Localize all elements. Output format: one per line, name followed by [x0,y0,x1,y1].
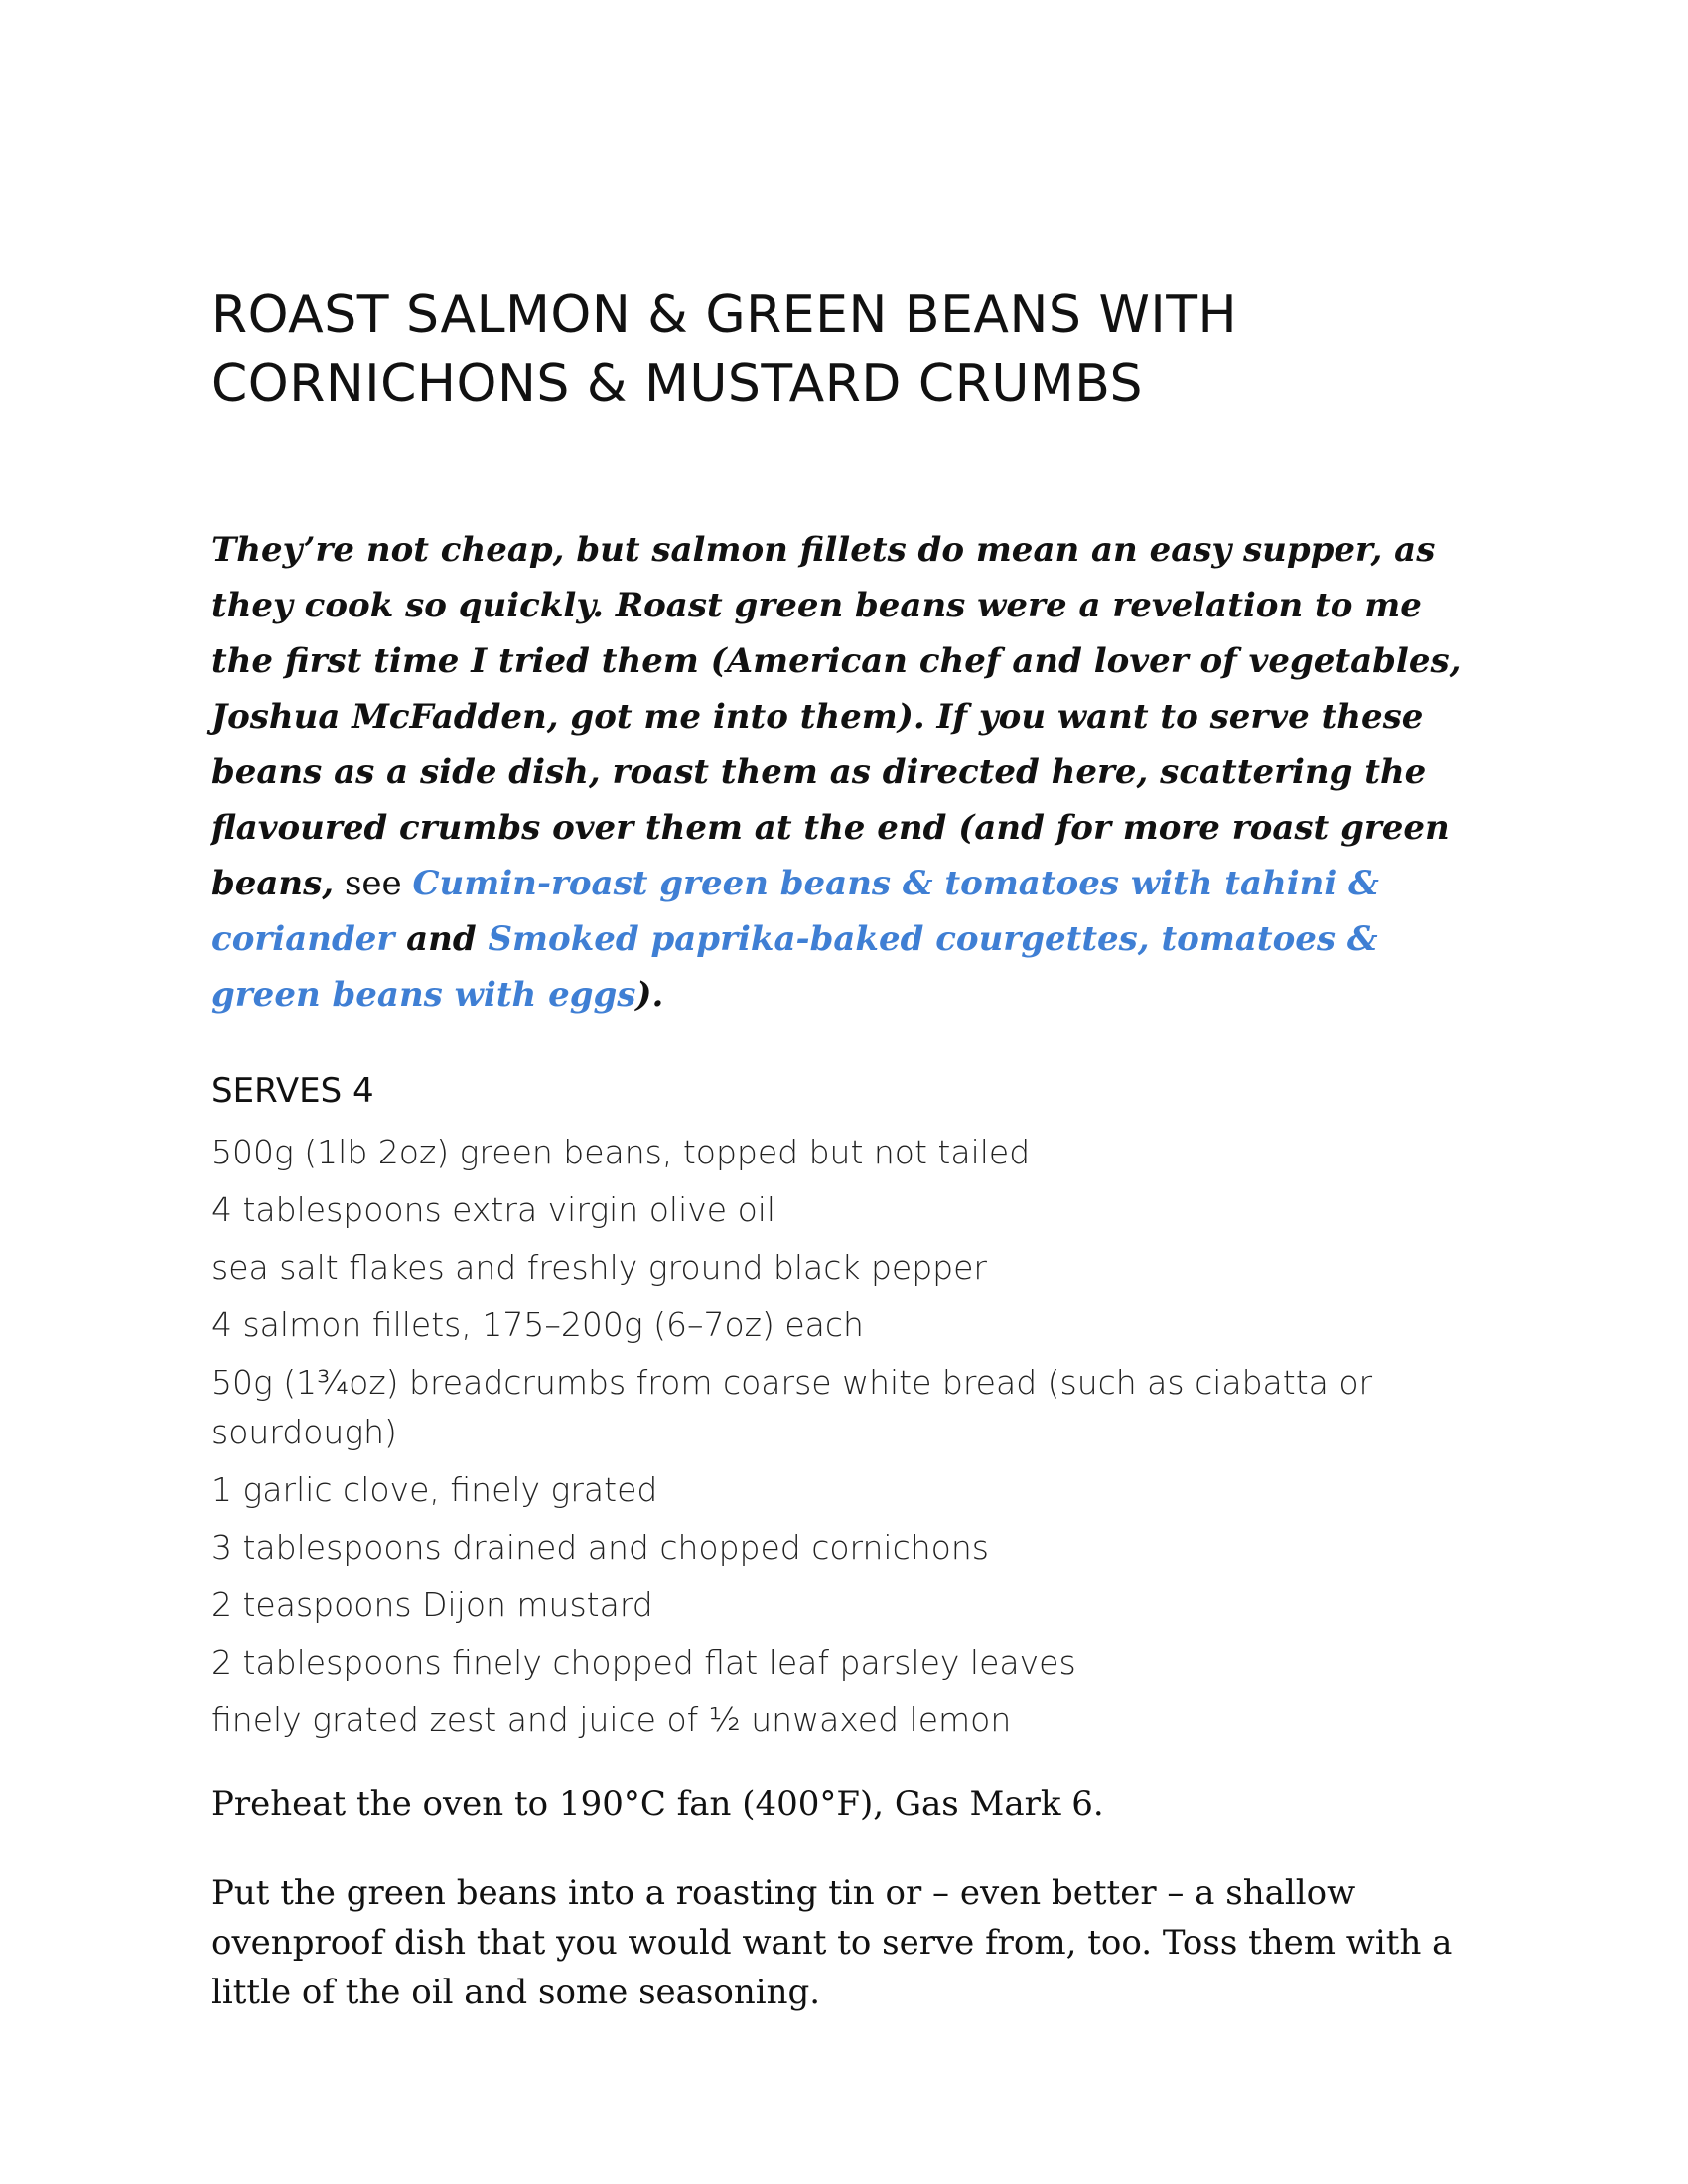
ingredient-item: 4 salmon fillets, 175–200g (6–7oz) each [211,1305,864,1344]
cross-reference-link-cumin-roast-green-beans[interactable]: Cumin-roast green beans & tomatoes with tahini & coriander [211,864,1379,959]
ingredient-list [211,1128,1443,1745]
ingredient-item: sea salt flakes and freshly ground black pepper [211,1248,987,1287]
ingredient-item: finely grated zest and juice of ½ unwaxed lemon [211,1701,1012,1739]
ingredient-item: 2 tablespoons finely chopped flat leaf parsley leaves [211,1643,1076,1682]
ingredient-item: 4 tablespoons extra virgin olive oil [211,1190,776,1229]
cross-reference-link-smoked-paprika-courgettes[interactable]: Smoked paprika-baked courgettes, tomatoes & green beans with eggs [211,919,1378,1015]
intro-text: They’re not cheap, but salmon fillets do mean an easy supper, as they cook so quickly. Roast green beans were a revelation to me the first time I tried them (American chef and lover of vegetables, Joshua McFadden, got me into them). If you want to serve these beans as a side dish, roast them as directed here, scattering the flavoured crumbs over them at the end (and for more roast green beans, [211,530,1462,903]
ingredient-item: 1 garlic clove, finely grated [211,1470,658,1509]
recipe-title-line-1: ROAST SALMON & GREEN BEANS WITH [211,285,1238,344]
recipe-intro [211,522,1482,1023]
intro-end-text: ). [635,975,664,1015]
recipe-title-line-2: CORNICHONS & MUSTARD CRUMBS [211,354,1144,414]
ingredient-item: 50g (1¾oz) breadcrumbs from coarse white bread (such as ciabatta or sourdough) [211,1363,1373,1451]
recipe-page [211,280,1502,2017]
intro-and-text: and [394,919,489,959]
method-step: Put the green beans into a roasting tin or – even better – a shallow ovenproof dish that you would want to serve from, too. Toss them with a little of the oil and some seasoning. [211,1873,1453,2012]
ingredient-item: 3 tablespoons drained and chopped cornichons [211,1528,989,1567]
ingredient-item: 2 teaspoons Dijon mustard [211,1585,653,1624]
intro-see-text: see [334,864,413,903]
method-step: Preheat the oven to 190°C fan (400°F), Gas Mark 6. [211,1784,1104,1824]
serves-label: SERVES 4 [211,1071,374,1111]
ingredient-item: 500g (1lb 2oz) green beans, topped but not tailed [211,1133,1031,1171]
recipe-title [211,280,1502,419]
